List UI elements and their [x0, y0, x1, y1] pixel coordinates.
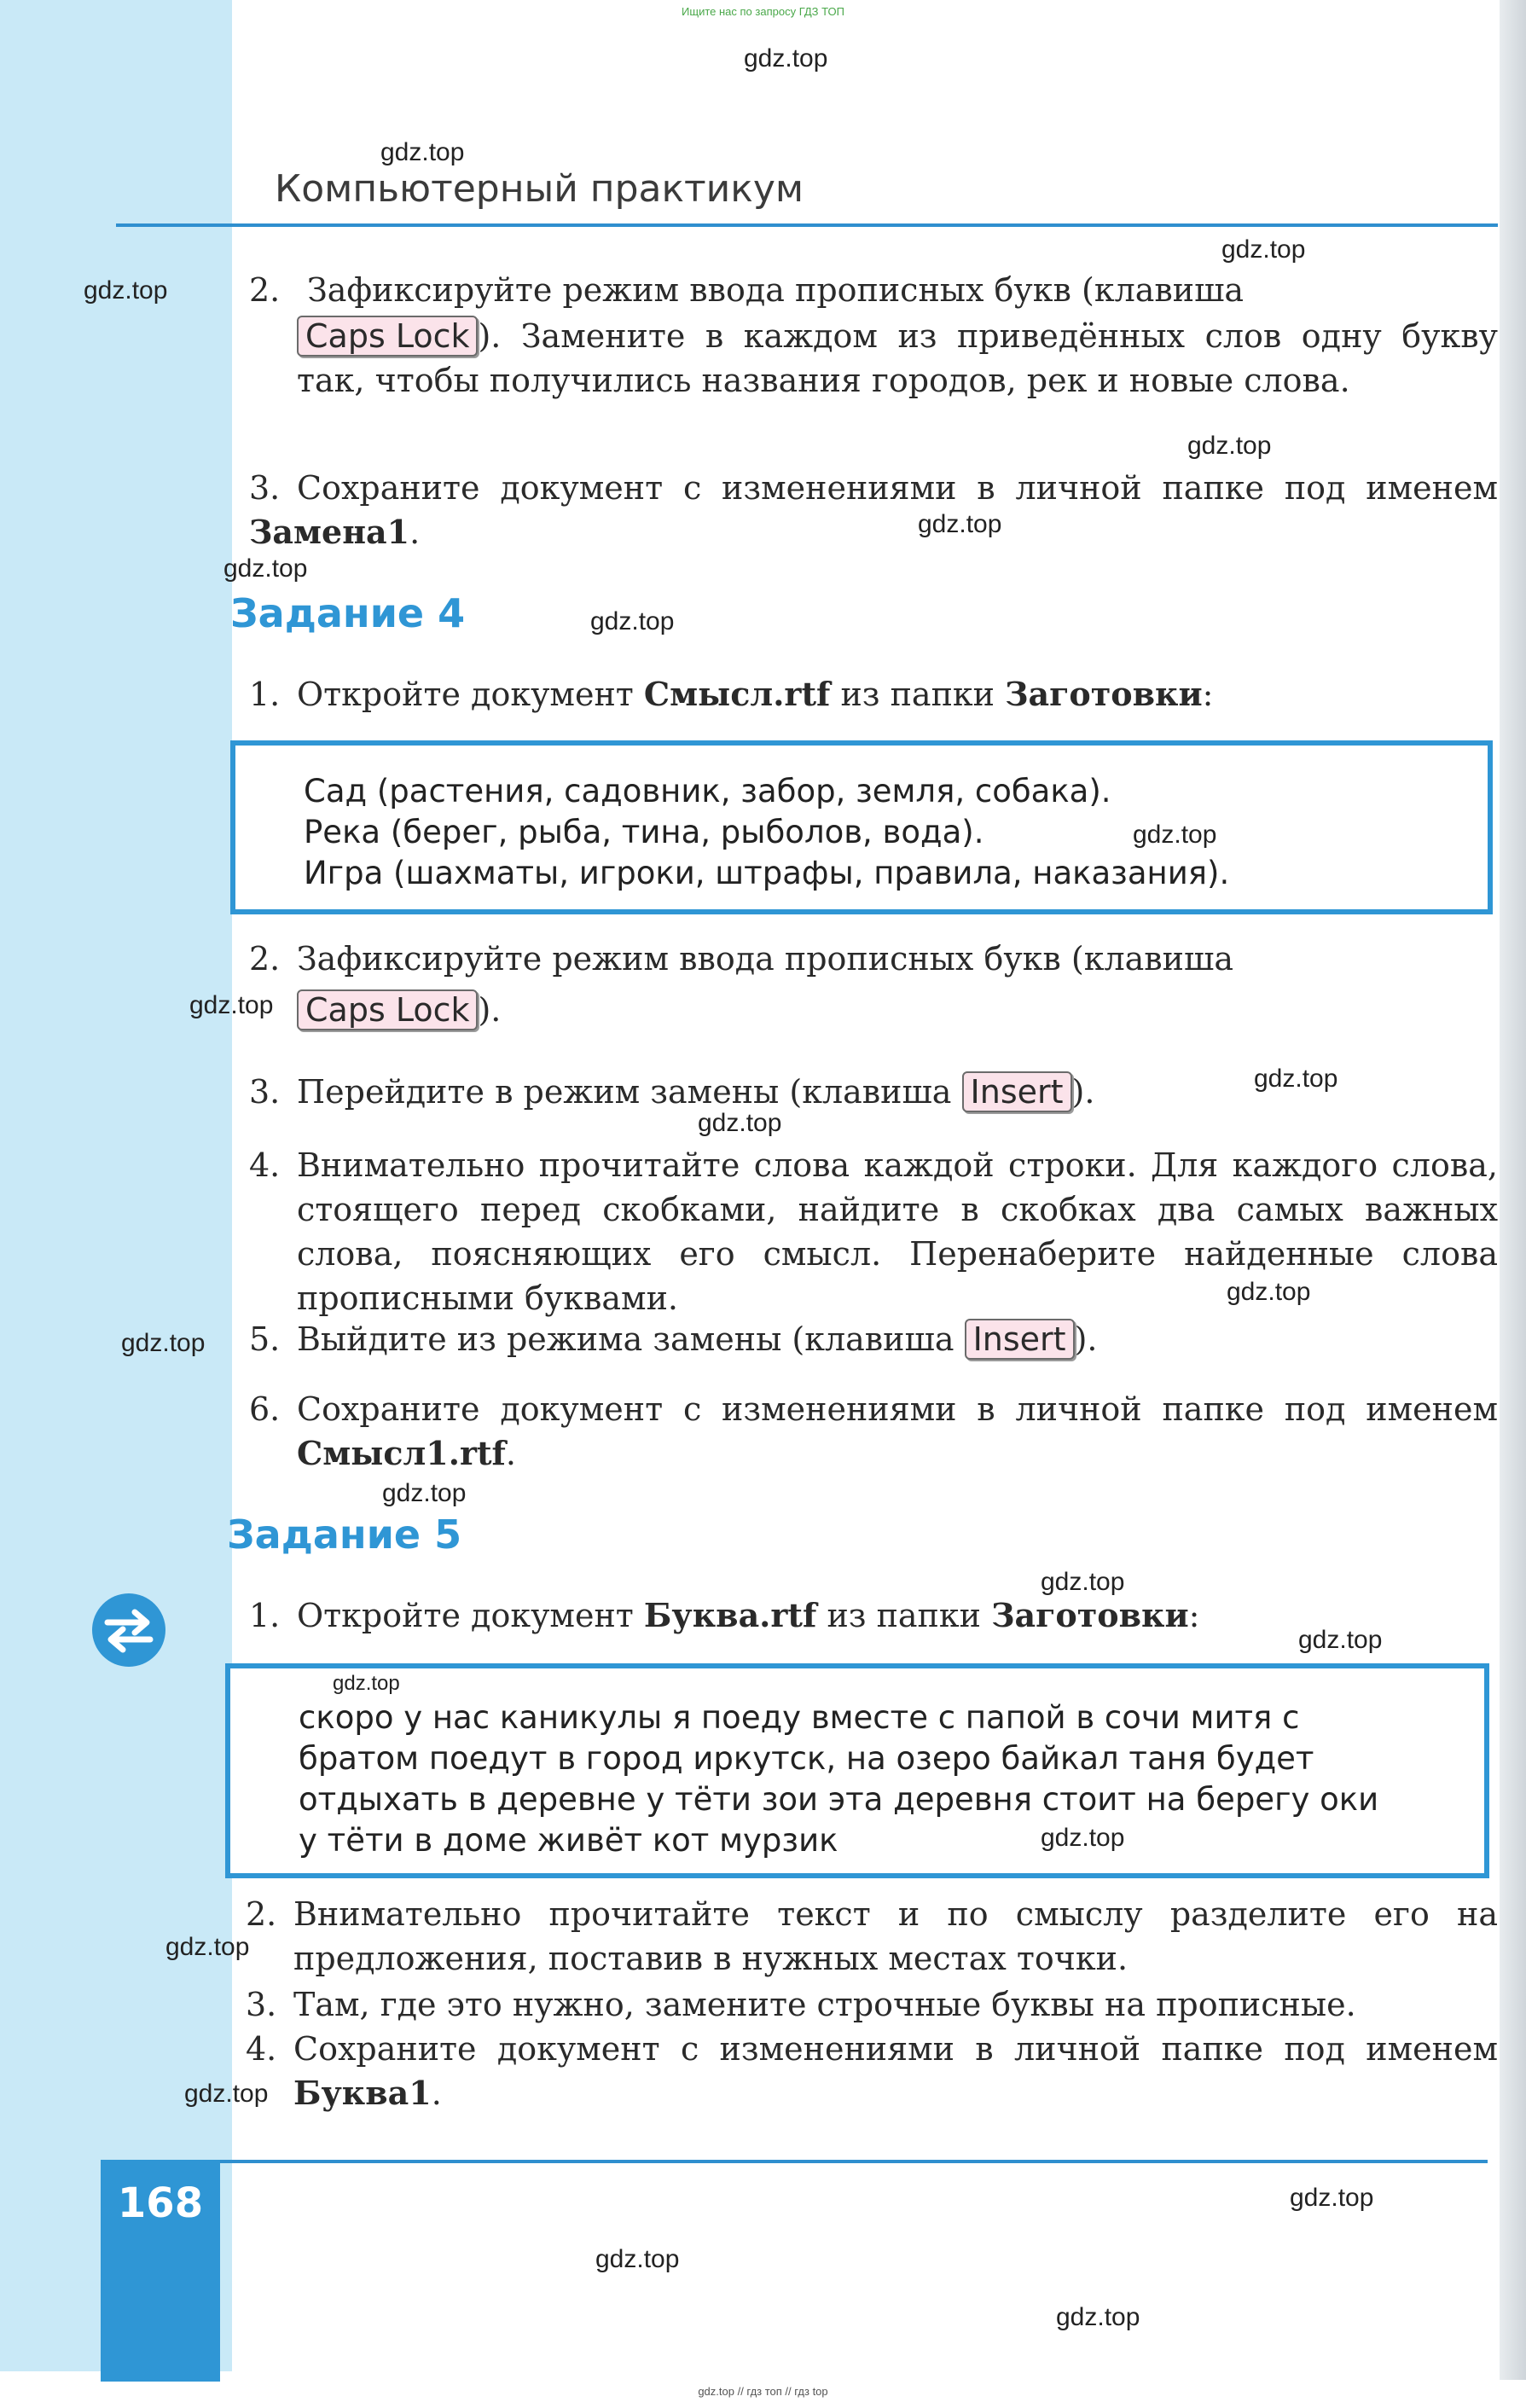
watermark: gdz.top: [1187, 432, 1272, 460]
insert-key: Insert: [962, 1071, 1072, 1112]
header-rule: [116, 223, 1498, 227]
page-number: 168: [117, 2179, 204, 2227]
watermark: gdz.top: [698, 1109, 782, 1137]
top-note: Ищите нас по запросу ГДЗ ТОП: [682, 5, 844, 18]
watermark: gdz.top: [1254, 1065, 1338, 1093]
watermark: gdz.top: [595, 2245, 680, 2273]
page-title: Компьютерный практикум: [275, 167, 804, 211]
task4-item-3: 3. Перейдите в режим замены (клавиша Insert ).: [249, 1073, 1095, 1111]
watermark: gdz.top: [1221, 235, 1306, 264]
footer-rule: [220, 2160, 1488, 2163]
task-4-heading: Задание 4: [230, 590, 466, 636]
caps-lock-key: Caps Lock: [297, 316, 478, 357]
task5-item-2: 2. Внимательно прочитайте текст и по смыслу разделите его на предложения, поставив в нужных местах точки.: [246, 1895, 1498, 1977]
watermark: gdz.top: [189, 991, 274, 1019]
watermark: gdz.top: [1290, 2184, 1374, 2212]
watermark: gdz.top: [1227, 1278, 1311, 1306]
watermark: gdz.top: [590, 607, 675, 635]
task5-text-box: [225, 1663, 1489, 1878]
task5-item-3: 3. Там, где это нужно, замените строчные буквы на прописные.: [246, 1986, 1356, 2023]
watermark: gdz.top: [84, 276, 168, 305]
left-margin-band: [0, 0, 232, 2371]
task4-item-6: 6. Сохраните документ с изменениями в личной папке под именем Смысл1.rtf.: [249, 1390, 1498, 1472]
box-line: у тёти в доме живёт кот мурзик: [299, 1822, 838, 1859]
watermark: gdz.top: [121, 1329, 206, 1357]
box-line: братом поедут в город иркутск, на озеро байкал таня будет: [299, 1740, 1314, 1777]
task5-item-4: 4. Сохраните документ с изменениями в личной папке под именем Буква1.: [246, 2030, 1498, 2112]
watermark: gdz.top: [744, 44, 828, 73]
task4-item-2-cont: Caps Lock ).: [297, 988, 1498, 1032]
watermark: gdz.top: [184, 2080, 269, 2108]
watermark: gdz.top: [380, 138, 465, 166]
box-line: отдыхать в деревне у тёти зои эта деревня стоит на берегу оки: [299, 1781, 1379, 1818]
box-line: Сад (растения, садовник, забор, земля, собака).: [304, 773, 1111, 809]
watermark: gdz.top: [333, 1672, 400, 1695]
caps-lock-key: Caps Lock: [297, 989, 478, 1030]
watermark: gdz.top: [165, 1933, 250, 1961]
watermark: gdz.top: [1133, 821, 1217, 849]
box-line: Игра (шахматы, игроки, штрафы, правила, наказания).: [304, 855, 1230, 891]
task-5-heading: Задание 5: [227, 1512, 462, 1558]
box-line: Река (берег, рыба, тина, рыболов, вода).: [304, 814, 984, 850]
task4-item-4: 4. Внимательно прочитайте слова каждой строки. Для каждого слова, стоящего перед скобками, найдите в скобках два самых важных слова, поясняющих его смысл. Перенаберите найденные слова прописными буквами.: [249, 1146, 1498, 1317]
swap-arrows-icon: [92, 1593, 165, 1667]
bottom-note: gdz.top // гдз топ // гдз top: [698, 2385, 828, 2398]
box-line: скоро у нас каникулы я поеду вместе с папой в сочи митя с: [299, 1699, 1300, 1736]
watermark: gdz.top: [382, 1479, 467, 1507]
task4-item-1: 1. Откройте документ Смысл.rtf из папки Заготовки:: [249, 675, 1214, 713]
task4-text-box: [230, 740, 1493, 914]
prev-item-2-cont: Caps Lock ). Замените в каждом из приведённых слов одну букву так, чтобы получились названия городов, рек и новые слова.: [297, 317, 1498, 399]
watermark: gdz.top: [1041, 1824, 1125, 1852]
watermark: gdz.top: [223, 554, 308, 583]
watermark: gdz.top: [1041, 1568, 1125, 1596]
watermark: gdz.top: [1298, 1626, 1383, 1654]
insert-key: Insert: [965, 1319, 1075, 1360]
task4-item-5: 5. Выйдите из режима замены (клавиша Insert ).: [249, 1320, 1098, 1358]
task4-item-2: 2. Зафиксируйте режим ввода прописных букв (клавиша: [249, 940, 1233, 978]
watermark: gdz.top: [1056, 2303, 1140, 2331]
watermark: gdz.top: [918, 510, 1002, 538]
page-edge-shade: [1500, 0, 1526, 2380]
task5-item-1: 1. Откройте документ Буква.rtf из папки Заготовки:: [249, 1596, 1200, 1634]
prev-item-3: 3. Сохраните документ с изменениями в личной папке под именем Замена1.: [249, 469, 1498, 551]
prev-item-2: 2. Зафиксируйте режим ввода прописных букв (клавиша: [249, 271, 1245, 309]
